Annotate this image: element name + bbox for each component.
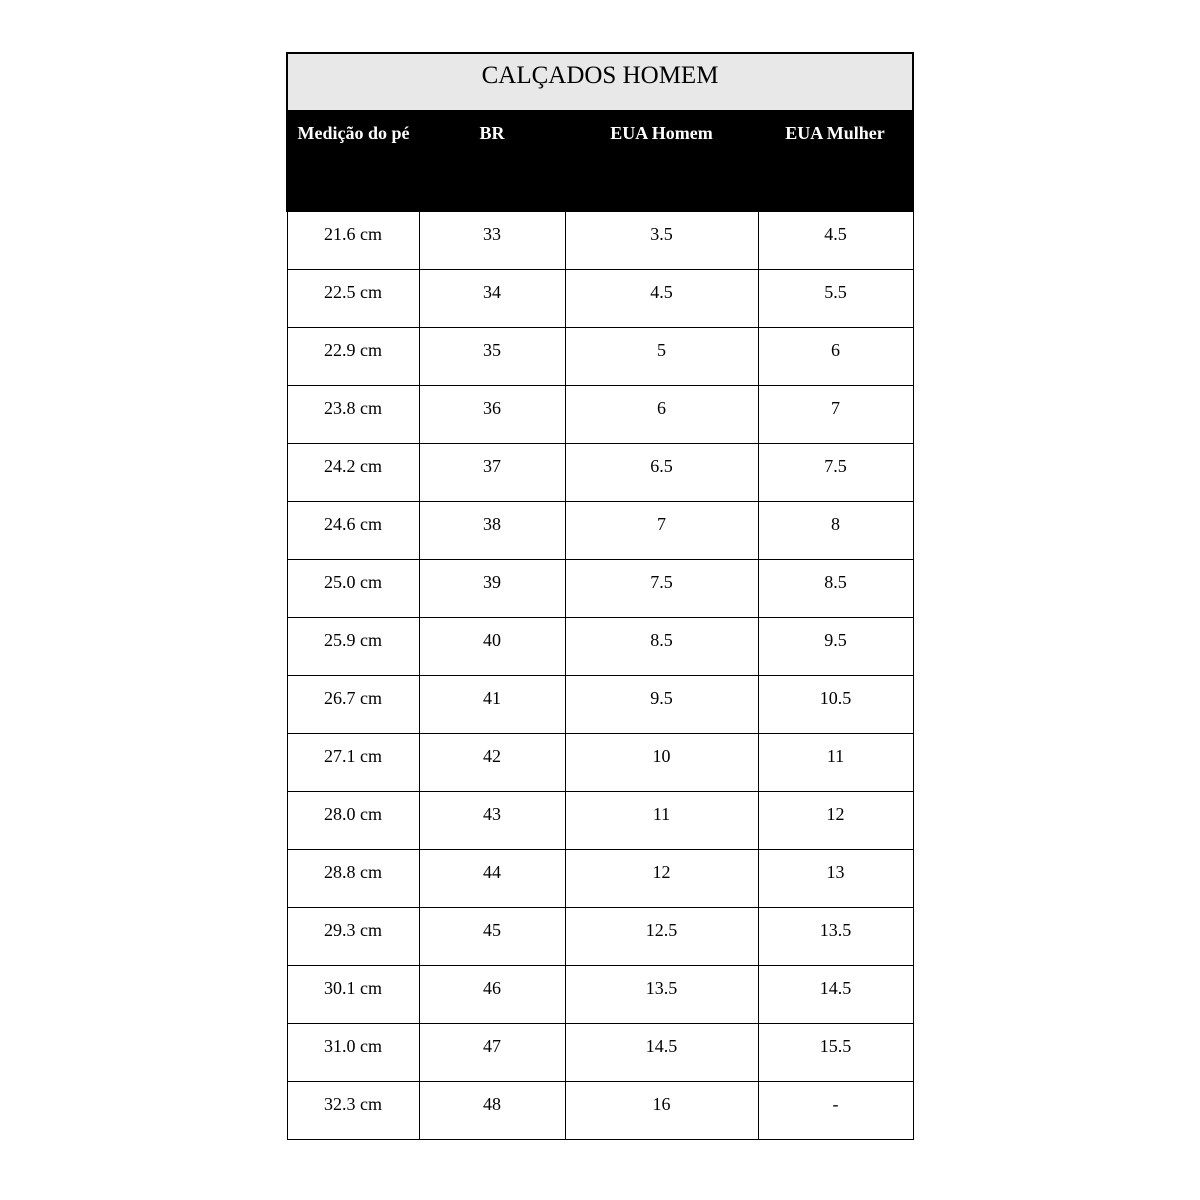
cell-usa-women-size: 6	[758, 327, 913, 385]
cell-br-size: 39	[419, 559, 565, 617]
cell-usa-men-size: 7	[565, 501, 758, 559]
column-header-usa-women: EUA Mulher	[758, 110, 913, 211]
cell-usa-men-size: 16	[565, 1081, 758, 1139]
cell-usa-women-size: 13.5	[758, 907, 913, 965]
cell-br-size: 38	[419, 501, 565, 559]
cell-usa-women-size: 13	[758, 849, 913, 907]
cell-usa-women-size: 5.5	[758, 269, 913, 327]
cell-usa-men-size: 5	[565, 327, 758, 385]
cell-br-size: 43	[419, 791, 565, 849]
cell-foot-measurement: 25.0 cm	[287, 559, 419, 617]
cell-usa-women-size: 15.5	[758, 1023, 913, 1081]
table-row	[287, 965, 913, 1023]
column-header-usa-men: EUA Homem	[565, 110, 758, 211]
cell-usa-women-size: -	[758, 1081, 913, 1139]
cell-foot-measurement: 24.2 cm	[287, 443, 419, 501]
cell-foot-measurement: 23.8 cm	[287, 385, 419, 443]
cell-usa-women-size: 11	[758, 733, 913, 791]
cell-usa-men-size: 12	[565, 849, 758, 907]
cell-usa-women-size: 7.5	[758, 443, 913, 501]
cell-usa-men-size: 9.5	[565, 675, 758, 733]
cell-usa-women-size: 4.5	[758, 211, 913, 269]
cell-usa-men-size: 7.5	[565, 559, 758, 617]
table-row	[287, 791, 913, 849]
cell-usa-men-size: 12.5	[565, 907, 758, 965]
cell-br-size: 35	[419, 327, 565, 385]
column-header-foot-measurement: Medição do pé	[287, 110, 419, 211]
cell-foot-measurement: 31.0 cm	[287, 1023, 419, 1081]
cell-foot-measurement: 28.0 cm	[287, 791, 419, 849]
cell-usa-men-size: 11	[565, 791, 758, 849]
cell-foot-measurement: 29.3 cm	[287, 907, 419, 965]
cell-br-size: 34	[419, 269, 565, 327]
table-row	[287, 269, 913, 327]
cell-foot-measurement: 26.7 cm	[287, 675, 419, 733]
cell-usa-women-size: 9.5	[758, 617, 913, 675]
table-row	[287, 501, 913, 559]
cell-foot-measurement: 21.6 cm	[287, 211, 419, 269]
cell-usa-men-size: 8.5	[565, 617, 758, 675]
cell-usa-men-size: 10	[565, 733, 758, 791]
cell-foot-measurement: 25.9 cm	[287, 617, 419, 675]
cell-br-size: 37	[419, 443, 565, 501]
cell-foot-measurement: 22.9 cm	[287, 327, 419, 385]
cell-foot-measurement: 30.1 cm	[287, 965, 419, 1023]
table-row	[287, 675, 913, 733]
cell-usa-women-size: 8.5	[758, 559, 913, 617]
table-row	[287, 849, 913, 907]
cell-usa-women-size: 12	[758, 791, 913, 849]
table-row	[287, 1081, 913, 1139]
table-row	[287, 1023, 913, 1081]
cell-usa-men-size: 6.5	[565, 443, 758, 501]
table-title: CALÇADOS HOMEM	[287, 53, 913, 110]
cell-br-size: 36	[419, 385, 565, 443]
cell-foot-measurement: 28.8 cm	[287, 849, 419, 907]
cell-br-size: 41	[419, 675, 565, 733]
cell-br-size: 40	[419, 617, 565, 675]
table-header-row	[287, 110, 913, 211]
cell-br-size: 44	[419, 849, 565, 907]
table-row	[287, 385, 913, 443]
cell-br-size: 46	[419, 965, 565, 1023]
table-body	[287, 211, 913, 1139]
cell-usa-women-size: 14.5	[758, 965, 913, 1023]
size-chart-table	[286, 52, 914, 1140]
cell-foot-measurement: 24.6 cm	[287, 501, 419, 559]
table-row	[287, 327, 913, 385]
cell-usa-men-size: 4.5	[565, 269, 758, 327]
table-row	[287, 907, 913, 965]
cell-usa-men-size: 13.5	[565, 965, 758, 1023]
cell-br-size: 33	[419, 211, 565, 269]
cell-usa-men-size: 6	[565, 385, 758, 443]
cell-usa-men-size: 14.5	[565, 1023, 758, 1081]
cell-usa-women-size: 7	[758, 385, 913, 443]
cell-br-size: 47	[419, 1023, 565, 1081]
cell-foot-measurement: 27.1 cm	[287, 733, 419, 791]
table-row	[287, 559, 913, 617]
cell-usa-men-size: 3.5	[565, 211, 758, 269]
column-header-br: BR	[419, 110, 565, 211]
cell-usa-women-size: 10.5	[758, 675, 913, 733]
table-row	[287, 211, 913, 269]
table-row	[287, 443, 913, 501]
table-row	[287, 733, 913, 791]
cell-br-size: 42	[419, 733, 565, 791]
cell-usa-women-size: 8	[758, 501, 913, 559]
cell-br-size: 48	[419, 1081, 565, 1139]
table-row	[287, 617, 913, 675]
cell-foot-measurement: 22.5 cm	[287, 269, 419, 327]
cell-br-size: 45	[419, 907, 565, 965]
cell-foot-measurement: 32.3 cm	[287, 1081, 419, 1139]
